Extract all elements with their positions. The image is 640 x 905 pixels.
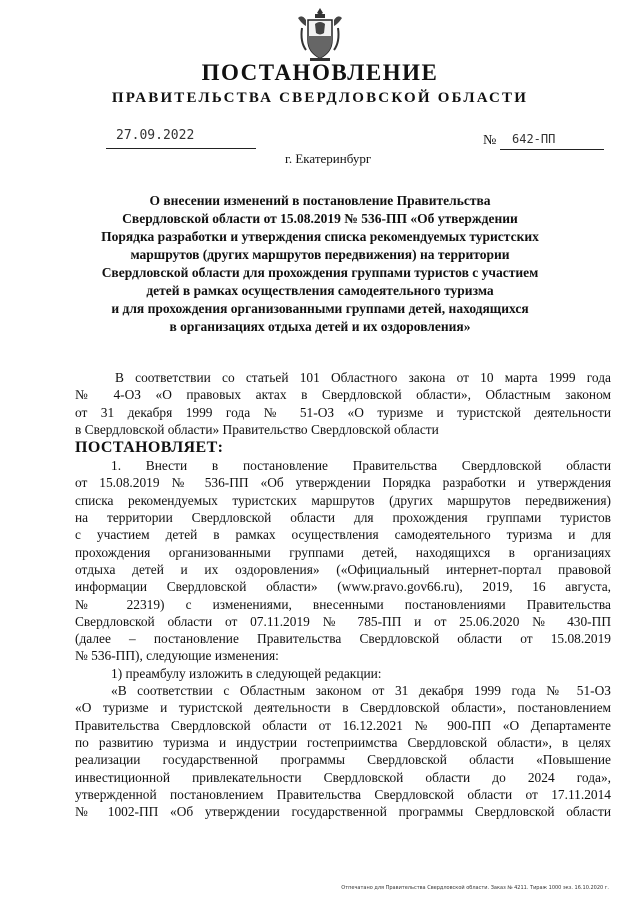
resolution-word: ПОСТАНОВЛЯЕТ: bbox=[75, 439, 224, 457]
body-line: «В соответствии с Областным законом от 31 декабря 1999 года № 51-ОЗ bbox=[111, 683, 611, 699]
body-line: утвержденной постановлением Правительства Свердловской области от 17.11.2014 bbox=[75, 786, 611, 802]
heading-line: и для прохождения организованными группами детей, находящихся bbox=[111, 301, 529, 316]
body-line: № 1002-ПП «Об утверждении государственной программы Свердловской области bbox=[75, 804, 611, 820]
body-line: с участием детей в рамках осуществления самодеятельного туризма и для bbox=[75, 527, 611, 543]
document-date: 27.09.2022 bbox=[116, 128, 195, 143]
body-line: от 31 декабря 1999 года № 51-ОЗ «О туризме и туристской деятельности bbox=[75, 404, 611, 420]
body-line: инвестиционной привлекательности Свердловской области до 2024 года», bbox=[75, 769, 611, 785]
body-line: информации Свердловской области» (www.pravo.gov66.ru), 2019, 16 августа, bbox=[75, 579, 611, 595]
document-number: 642-ПП bbox=[512, 132, 556, 146]
body-line: (далее – постановление Правительства Свердловской области от 15.08.2019 bbox=[75, 631, 611, 647]
heading-line: Свердловской области от 15.08.2019 № 536-ПП «Об утверждении bbox=[122, 211, 518, 226]
body-line: 1) преамбулу изложить в следующей редакции: bbox=[111, 665, 382, 681]
number-field bbox=[500, 130, 604, 150]
body-line: № 22319) с изменениями, внесенными постановлениями Правительства bbox=[75, 596, 611, 612]
document-body bbox=[75, 369, 611, 820]
issuing-authority: ПРАВИТЕЛЬСТВА СВЕРДЛОВСКОЙ ОБЛАСТИ bbox=[111, 90, 529, 106]
print-footer: Отпечатано для Правительства Свердловской области. Заказ № 4211. Тираж 1000 экз. 16.10.2020 г. bbox=[341, 885, 609, 891]
number-sign: № bbox=[483, 133, 497, 148]
body-line: № 536-ПП), следующие изменения: bbox=[75, 648, 279, 664]
body-line: Правительства Свердловской области от 16.12.2021 № 900-ПП «О Департаменте bbox=[75, 717, 611, 733]
body-line: В соответствии со статьей 101 Областного закона от 10 марта 1999 года bbox=[115, 370, 611, 385]
heading-line: маршрутов (других маршрутов передвижения) на территории bbox=[130, 247, 510, 262]
heading-line: в организациях отдыха детей и их оздоровления» bbox=[169, 319, 471, 334]
body-line: № 4-ОЗ «О правовых актах в Свердловской области», Областным законом bbox=[75, 387, 611, 403]
body-line: списка рекомендуемых туристских маршрутов (других маршрутов передвижения) bbox=[75, 492, 611, 508]
city: г. Екатеринбург bbox=[285, 151, 372, 166]
document-type-title: ПОСТАНОВЛЕНИЕ bbox=[201, 60, 439, 85]
heading-line: Свердловской области для прохождения группами туристов с участием bbox=[101, 265, 539, 280]
document-heading bbox=[70, 192, 570, 336]
body-line: на территории Свердловской области для прохождения группами туристов bbox=[75, 510, 611, 526]
body-line: отдыха детей и их оздоровления» («Официальный интернет-портал правовой bbox=[75, 561, 611, 577]
body-line: по развитию туризма и индустрии гостеприимства Свердловской области», в целях bbox=[75, 734, 611, 750]
body-line: реализации государственной программы Свердловской области «Повышение bbox=[75, 752, 611, 768]
body-line: в Свердловской области» Правительство Свердловской области bbox=[75, 421, 439, 437]
heading-line: О внесении изменений в постановление Правительства bbox=[149, 193, 491, 208]
heading-line: Порядка разработки и утверждения списка рекомендуемых туристских bbox=[101, 229, 539, 244]
body-line: прохождения организованными группами детей, находящихся в организациях bbox=[75, 544, 611, 560]
body-line: «О туризме и туристской деятельности в Свердловской области», постановлением bbox=[75, 700, 611, 716]
body-line: от 15.08.2019 № 536-ПП «Об утверждении Порядка разработки и утверждения bbox=[75, 475, 611, 491]
date-field bbox=[106, 127, 256, 149]
heading-line: детей в рамках осуществления самодеятельного туризма bbox=[146, 283, 494, 298]
body-line: Свердловской области от 07.11.2019 № 785-ПП и от 25.06.2020 № 430-ПП bbox=[75, 613, 611, 629]
coat-of-arms-icon bbox=[296, 6, 344, 62]
body-line: 1. Внести в постановление Правительства Свердловской области bbox=[111, 458, 611, 474]
